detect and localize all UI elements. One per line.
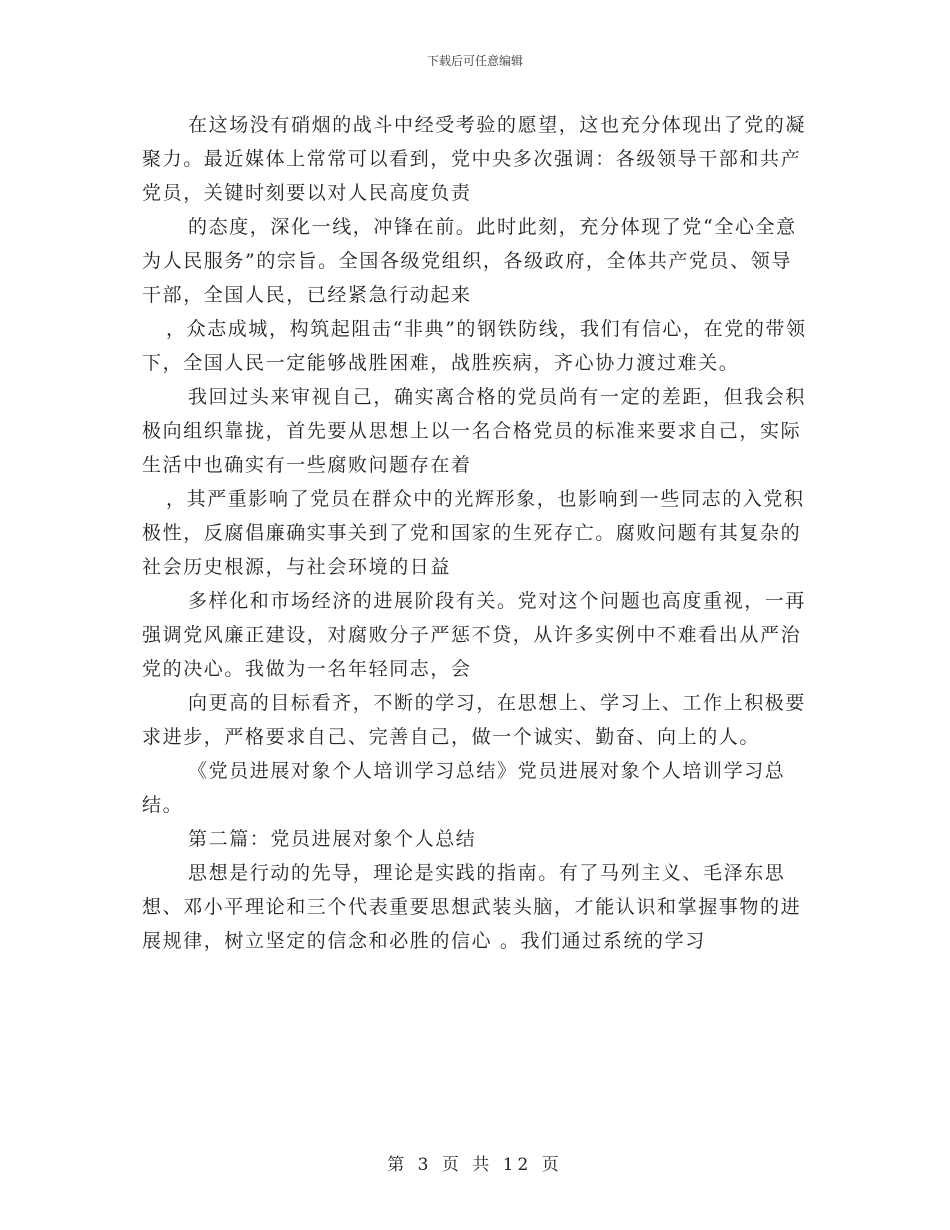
page-header: 下载后可任意编辑 — [426, 54, 523, 68]
paragraph-9: 思想是行动的先导，理论是实践的指南。有了马列主义、毛泽东思想、邓小平理论和三个代表重要思想武装头脑，才能认识和掌握事物的进展规律，树立坚定的信念和必胜的信心 。我们通过系统的学习 — [142, 862, 802, 952]
paragraph-3: ，众志成城，构筑起阻击“非典”的钢铁防线，我们有信心，在党的带领下，全国人民一定能够战胜困难，战胜疾病，齐心协力渡过难关。 — [142, 318, 807, 374]
paragraph-2: 的态度，深化一线，冲锋在前。此时此刻，充分体现了党“全心全意为人民服务”的宗旨。全国各级党组织，各级政府，全体共产党员、领导干部，全国人民，已经紧急行动起来 — [142, 216, 797, 306]
paragraph-7: 向更高的目标看齐，不断的学习，在思想上、学习上、工作上积极要求进步，严格要求自己、完善自己，做一个诚实、勤奋、向上的人。 — [142, 692, 807, 748]
paragraph-6: 多样化和市场经济的进展阶段有关。党对这个问题也高度重视，一再强调党风廉正建设，对腐败分子严惩不贷，从许多实例中不难看出从严治党的决心。我做为一名年轻同志，会 — [142, 590, 807, 680]
paragraph-5: ，其严重影响了党员在群众中的光辉形象，也影响到一些同志的入党积极性，反腐倡廉确实事关到了党和国家的生死存亡。腐败问题有其复杂的社会历史根源，与社会环境的日益 — [142, 488, 805, 578]
paragraph-1: 在这场没有硝烟的战斗中经受考验的愿望，这也充分体现出了党的凝聚力。最近媒体上常常可以看到，党中央多次强调：各级领导干部和共产党员，关键时刻要以对人民高度负责 — [142, 114, 807, 204]
section-heading: 第二篇：党员进展对象个人总结 — [188, 828, 477, 850]
page-number-footer: 第 3 页 共 12 页 — [387, 1155, 563, 1175]
paragraph-8: 《党员进展对象个人培训学习总结》党员进展对象个人培训学习总结。 — [142, 760, 786, 816]
document-body — [142, 108, 810, 958]
paragraph-4: 我回过头来审视自己，确实离合格的党员尚有一定的差距，但我会积极向组织靠拢，首先要从思想上以一名合格党员的标准来要求自己，实际生活中也确实有一些腐败问题存在着 — [142, 386, 807, 476]
